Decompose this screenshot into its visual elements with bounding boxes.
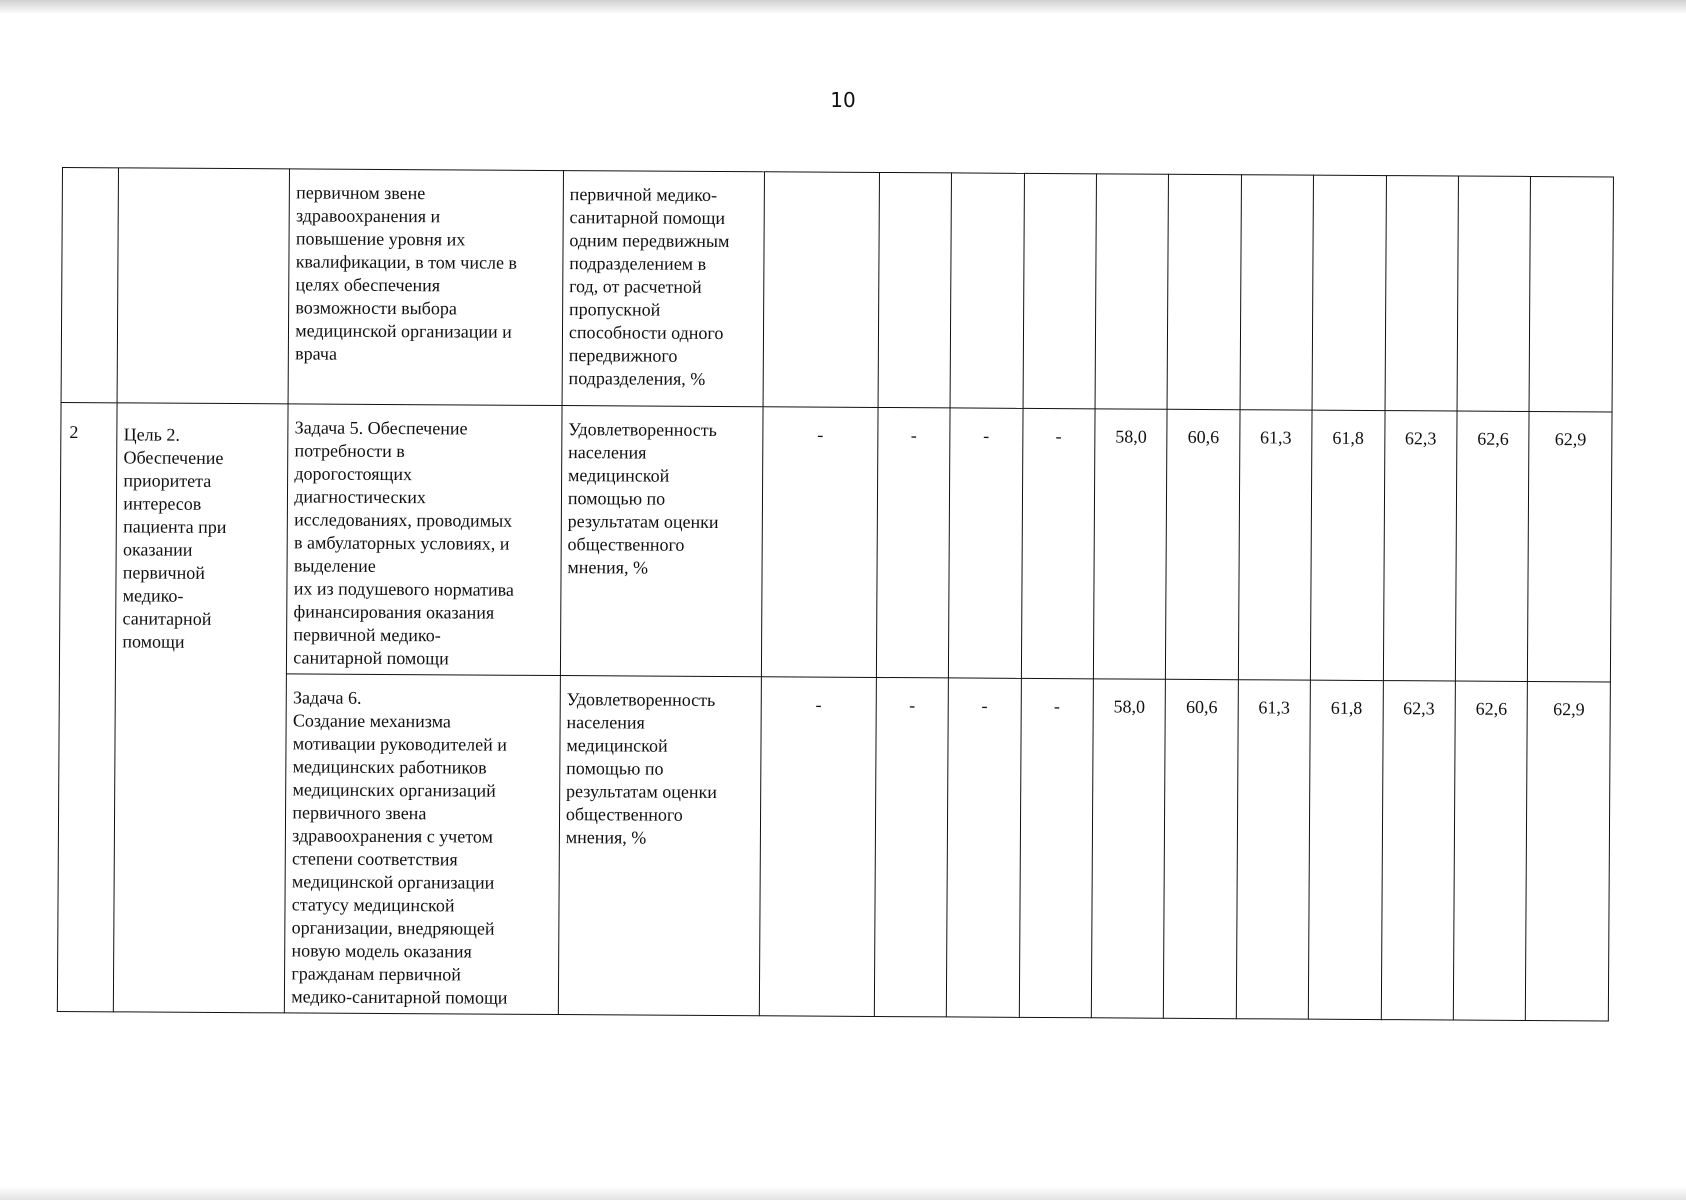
table-row-continued xyxy=(61,168,1613,412)
value-cell: - xyxy=(946,678,1020,1017)
indicator-cell: Удовлетворенность населения медицинской помощью по результатам оценки общественного мнения, % xyxy=(558,676,761,1016)
value-cell: - xyxy=(948,408,1022,678)
value-cell xyxy=(1167,174,1241,409)
task-cell: первичном звене здравоохранения и повышение уровня их квалификации, в том числе в целях обеспечения возможности выбора медицинской организации и врача xyxy=(288,169,563,406)
index-cell: 2 xyxy=(57,402,117,1011)
table-row-task-5 xyxy=(59,402,1612,681)
value-cell xyxy=(1385,176,1459,411)
value-cell xyxy=(878,172,952,407)
value-cell: 62,6 xyxy=(1453,681,1527,1020)
value-cell: 62,3 xyxy=(1381,681,1455,1020)
value-cell: 58,0 xyxy=(1093,409,1167,679)
value-cell: - xyxy=(876,407,950,677)
value-cell: - xyxy=(761,407,877,678)
indicators-table xyxy=(57,167,1614,1021)
value-cell: 61,8 xyxy=(1308,680,1382,1019)
value-cell xyxy=(1023,173,1097,408)
value-cell: 62,6 xyxy=(1455,411,1529,681)
scan-edge-bottom xyxy=(0,1186,1686,1200)
value-cell xyxy=(1240,175,1314,410)
value-cell xyxy=(1529,176,1613,412)
value-cell xyxy=(1457,176,1531,411)
value-cell: 61,3 xyxy=(1236,680,1310,1019)
value-cell: 60,6 xyxy=(1166,409,1240,679)
scan-edge-top xyxy=(0,0,1686,14)
value-cell: 60,6 xyxy=(1164,679,1238,1018)
value-cell: - xyxy=(874,677,948,1016)
value-cell xyxy=(1312,175,1386,410)
value-cell: 62,3 xyxy=(1383,411,1457,681)
value-cell xyxy=(950,173,1024,408)
goal-cell xyxy=(117,168,289,404)
index-cell xyxy=(61,168,119,403)
value-cell: - xyxy=(1021,408,1095,678)
goal-cell: Цель 2. Обеспечение приоритета интересов пациента при оказании первичной медико- санитарной помощи xyxy=(114,403,289,1013)
value-cell: 61,8 xyxy=(1311,410,1385,680)
value-cell: 61,3 xyxy=(1238,410,1312,680)
value-cell: 62,9 xyxy=(1528,411,1612,681)
value-cell: - xyxy=(1019,678,1093,1017)
table-row-task-6 xyxy=(57,672,1610,1020)
value-cell: - xyxy=(759,677,876,1017)
task-cell: Задача 6. Создание механизма мотивации руководителей и медицинских работников медицинских организаций первичного звена здравоохранения с учетом степени соответствия медицинской организации статусу медицинской организации, внедряющей новую модель оказания гражданам первичной медико-санитарной помощи xyxy=(285,674,561,1015)
task-cell: Задача 5. Обеспечение потребности в дорогостоящих диагностических исследованиях, проводимых в амбулаторных условиях, и выделение их из подушевого норматива финансирования оказания первичной медико- санитарной помощи xyxy=(287,404,562,676)
indicator-cell: Удовлетворенность населения медицинской помощью по результатам оценки общественного мнения, % xyxy=(560,406,763,677)
value-cell: 58,0 xyxy=(1091,679,1165,1018)
indicator-cell: первичной медико- санитарной помощи одним передвижным подразделением в год, от расчетной пропускной способности одного передвижного подразделения, % xyxy=(562,171,765,407)
value-cell: 62,9 xyxy=(1526,681,1611,1020)
value-cell xyxy=(1095,174,1169,409)
page-number: 10 xyxy=(830,88,856,112)
value-cell xyxy=(763,172,879,408)
